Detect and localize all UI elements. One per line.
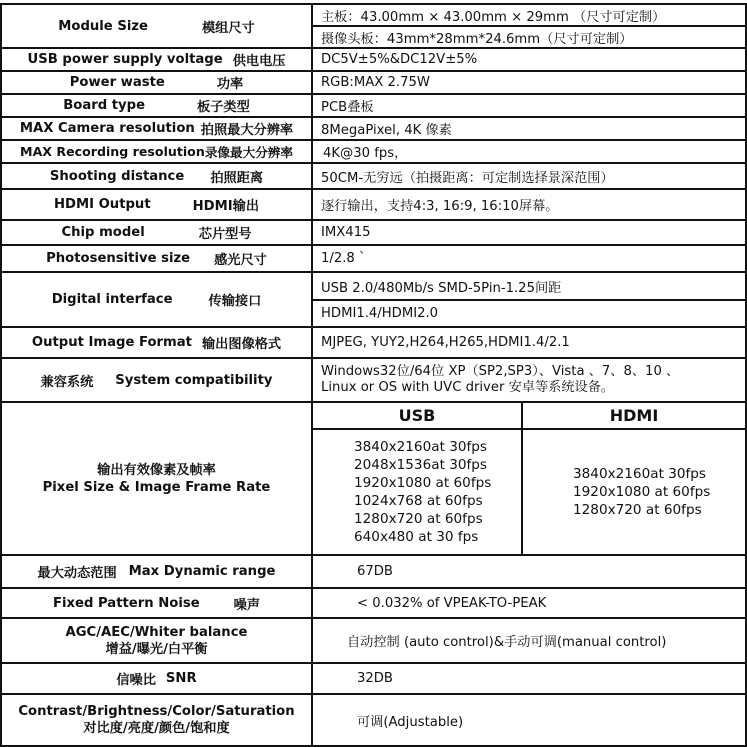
digital-interface-hdmi-value: HDMI1.4/HDMI2.0 (321, 306, 439, 321)
label-zh: 传输接口 (208, 294, 262, 309)
hdmi-output-label (2, 190, 311, 219)
label-en: MAX Recording resolution (20, 144, 205, 159)
label-zh: 拍照最大分辨率 (200, 123, 294, 138)
label-zh: 录像最大分辨率 (204, 145, 293, 160)
module-size-board-value: 主板：43.00mm × 43.00mm × 29mm （尺寸可定制） (321, 9, 666, 25)
dynamic-range-label (2, 556, 311, 587)
power-waste-label (2, 72, 311, 93)
usb-frame-rate-item: 1024x768 at 60fps (354, 493, 483, 509)
usb-frame-rate-item: 3840x2160at 30fps (354, 439, 488, 455)
usb-frame-rate-item: 2048x1536at 30fps (354, 457, 488, 473)
label-zh: 兼容系统 (40, 374, 94, 390)
usb-frame-rate-item: 1920x1080 at 60fps (354, 475, 492, 491)
hdmi-frame-rate-item: 3840x2160at 30fps (573, 466, 707, 482)
digital-interface-label (2, 273, 311, 326)
contrast-label (2, 695, 311, 745)
hdmi-frame-rate-item: 1920x1080 at 60fps (573, 484, 711, 500)
output-format-label (2, 328, 311, 357)
label-en: Chip model (61, 225, 145, 240)
label-en: Module Size (58, 18, 148, 34)
fixed-pattern-noise-label (2, 589, 311, 617)
label-zh: 增益/曝光/白平衡 (105, 641, 208, 657)
label-en: Digital interface (51, 292, 173, 307)
label-zh: 板子类型 (197, 100, 250, 115)
agc-value: 自动控制 (auto control)&手动可调(manual control) (347, 635, 667, 650)
usb-frame-rate-item: 640x480 at 30 fps (354, 529, 479, 545)
photosensitive-size-label (2, 246, 311, 271)
hdmi-column-header: HDMI (609, 406, 659, 425)
label-zh: 输出有效像素及帧率 (97, 462, 216, 478)
agc-label (2, 619, 311, 662)
label-zh: 模组尺寸 (201, 20, 255, 36)
label-en: Power waste (69, 75, 165, 90)
usb-frame-rate-item: 1280x720 at 60fps (354, 511, 483, 527)
label-en: System compatibility (115, 372, 273, 388)
camera-resolution-label (2, 118, 311, 139)
chip-model-label (2, 221, 311, 244)
compatibility-line-1: Windows32位/64位 XP（SP2,SP3）、Vista 、7、8、10 、 (321, 364, 680, 379)
module-size-label (2, 5, 311, 47)
label-en: Photosensitive size (46, 251, 191, 266)
label-en: SNR (165, 671, 197, 686)
label-zh: 拍照距离 (210, 170, 264, 186)
label-en: Max Dynamic range (128, 564, 276, 579)
label-en: AGC/AEC/Whiter balance (65, 624, 248, 640)
output-format-value: MJPEG, YUY2,H264,H265,HDMI1.4/2.1 (321, 335, 570, 350)
label-en: Fixed Pattern Noise (52, 595, 200, 611)
usb-frame-rate-list (354, 430, 521, 554)
label-en: USB power supply voltage (27, 52, 223, 67)
power-waste-value: RGB:MAX 2.75W (321, 75, 430, 90)
compatibility-value (313, 359, 745, 401)
hdmi-output-value: 逐行输出，支持4:3, 16:9, 16:10屏幕。 (321, 199, 559, 214)
usb-column-header: USB (398, 406, 436, 425)
compatibility-label (2, 359, 311, 401)
label-en: Board type (63, 98, 146, 113)
snr-label (2, 664, 311, 693)
label-zh: 信噪比 (116, 673, 156, 688)
contrast-value: 可调(Adjustable) (357, 714, 464, 730)
recording-resolution-value: 4K@30 fps， (323, 146, 408, 161)
hdmi-frame-rate-list (573, 430, 745, 554)
usb-power-value: DC5V±5%&DC12V±5% (321, 52, 478, 67)
label-en: Output Image Format (31, 335, 192, 350)
frame-rate-label (2, 403, 311, 554)
usb-power-label (2, 49, 311, 70)
label-zh: 输出图像格式 (202, 337, 282, 352)
label-en: Shooting distance (49, 168, 185, 184)
chip-model-value: IMX415 (321, 225, 371, 240)
board-type-value: PCB叠板 (321, 100, 374, 115)
label-zh: 对比度/亮度/颜色/饱和度 (83, 721, 230, 736)
label-zh: 芯片型号 (198, 227, 252, 242)
label-en: Contrast/Brightness/Color/Saturation (18, 704, 295, 719)
label-zh: 最大动态范围 (37, 566, 117, 581)
label-zh: 功率 (216, 77, 244, 92)
hdmi-frame-rate-item: 1280x720 at 60fps (573, 502, 702, 518)
shooting-distance-value: 50CM-无穷远（拍摄距离：可定制选择景深范围） (321, 170, 614, 186)
label-en: MAX Camera resolution (19, 121, 195, 136)
label-zh: HDMI输出 (192, 199, 260, 214)
digital-interface-usb-value: USB 2.0/480Mb/s SMD-5Pin-1.25间距 (321, 280, 562, 296)
recording-resolution-label (2, 141, 311, 162)
fixed-pattern-noise-value: < 0.032% of VPEAK-TO-PEAK (357, 595, 547, 611)
label-zh: 噪声 (233, 597, 261, 613)
label-zh: 供电电压 (232, 54, 286, 69)
dynamic-range-value: 67DB (357, 564, 393, 579)
compatibility-line-2: Linux or OS with UVC driver 安卓等系统设备。 (321, 380, 615, 395)
photosensitive-size-value: 1/2.8 ˋ (321, 251, 366, 266)
snr-value: 32DB (357, 671, 393, 686)
camera-resolution-value: 8MegaPixel, 4K 像素 (321, 123, 452, 138)
module-size-camera-value: 摄像头板：43mm*28mm*24.6mm（尺寸可定制） (321, 31, 633, 47)
label-en: HDMI Output (53, 197, 151, 212)
label-zh: 感光尺寸 (214, 253, 267, 268)
board-type-label (2, 95, 311, 116)
label-en: Pixel Size & Image Frame Rate (42, 479, 271, 495)
shooting-distance-label (2, 164, 311, 188)
